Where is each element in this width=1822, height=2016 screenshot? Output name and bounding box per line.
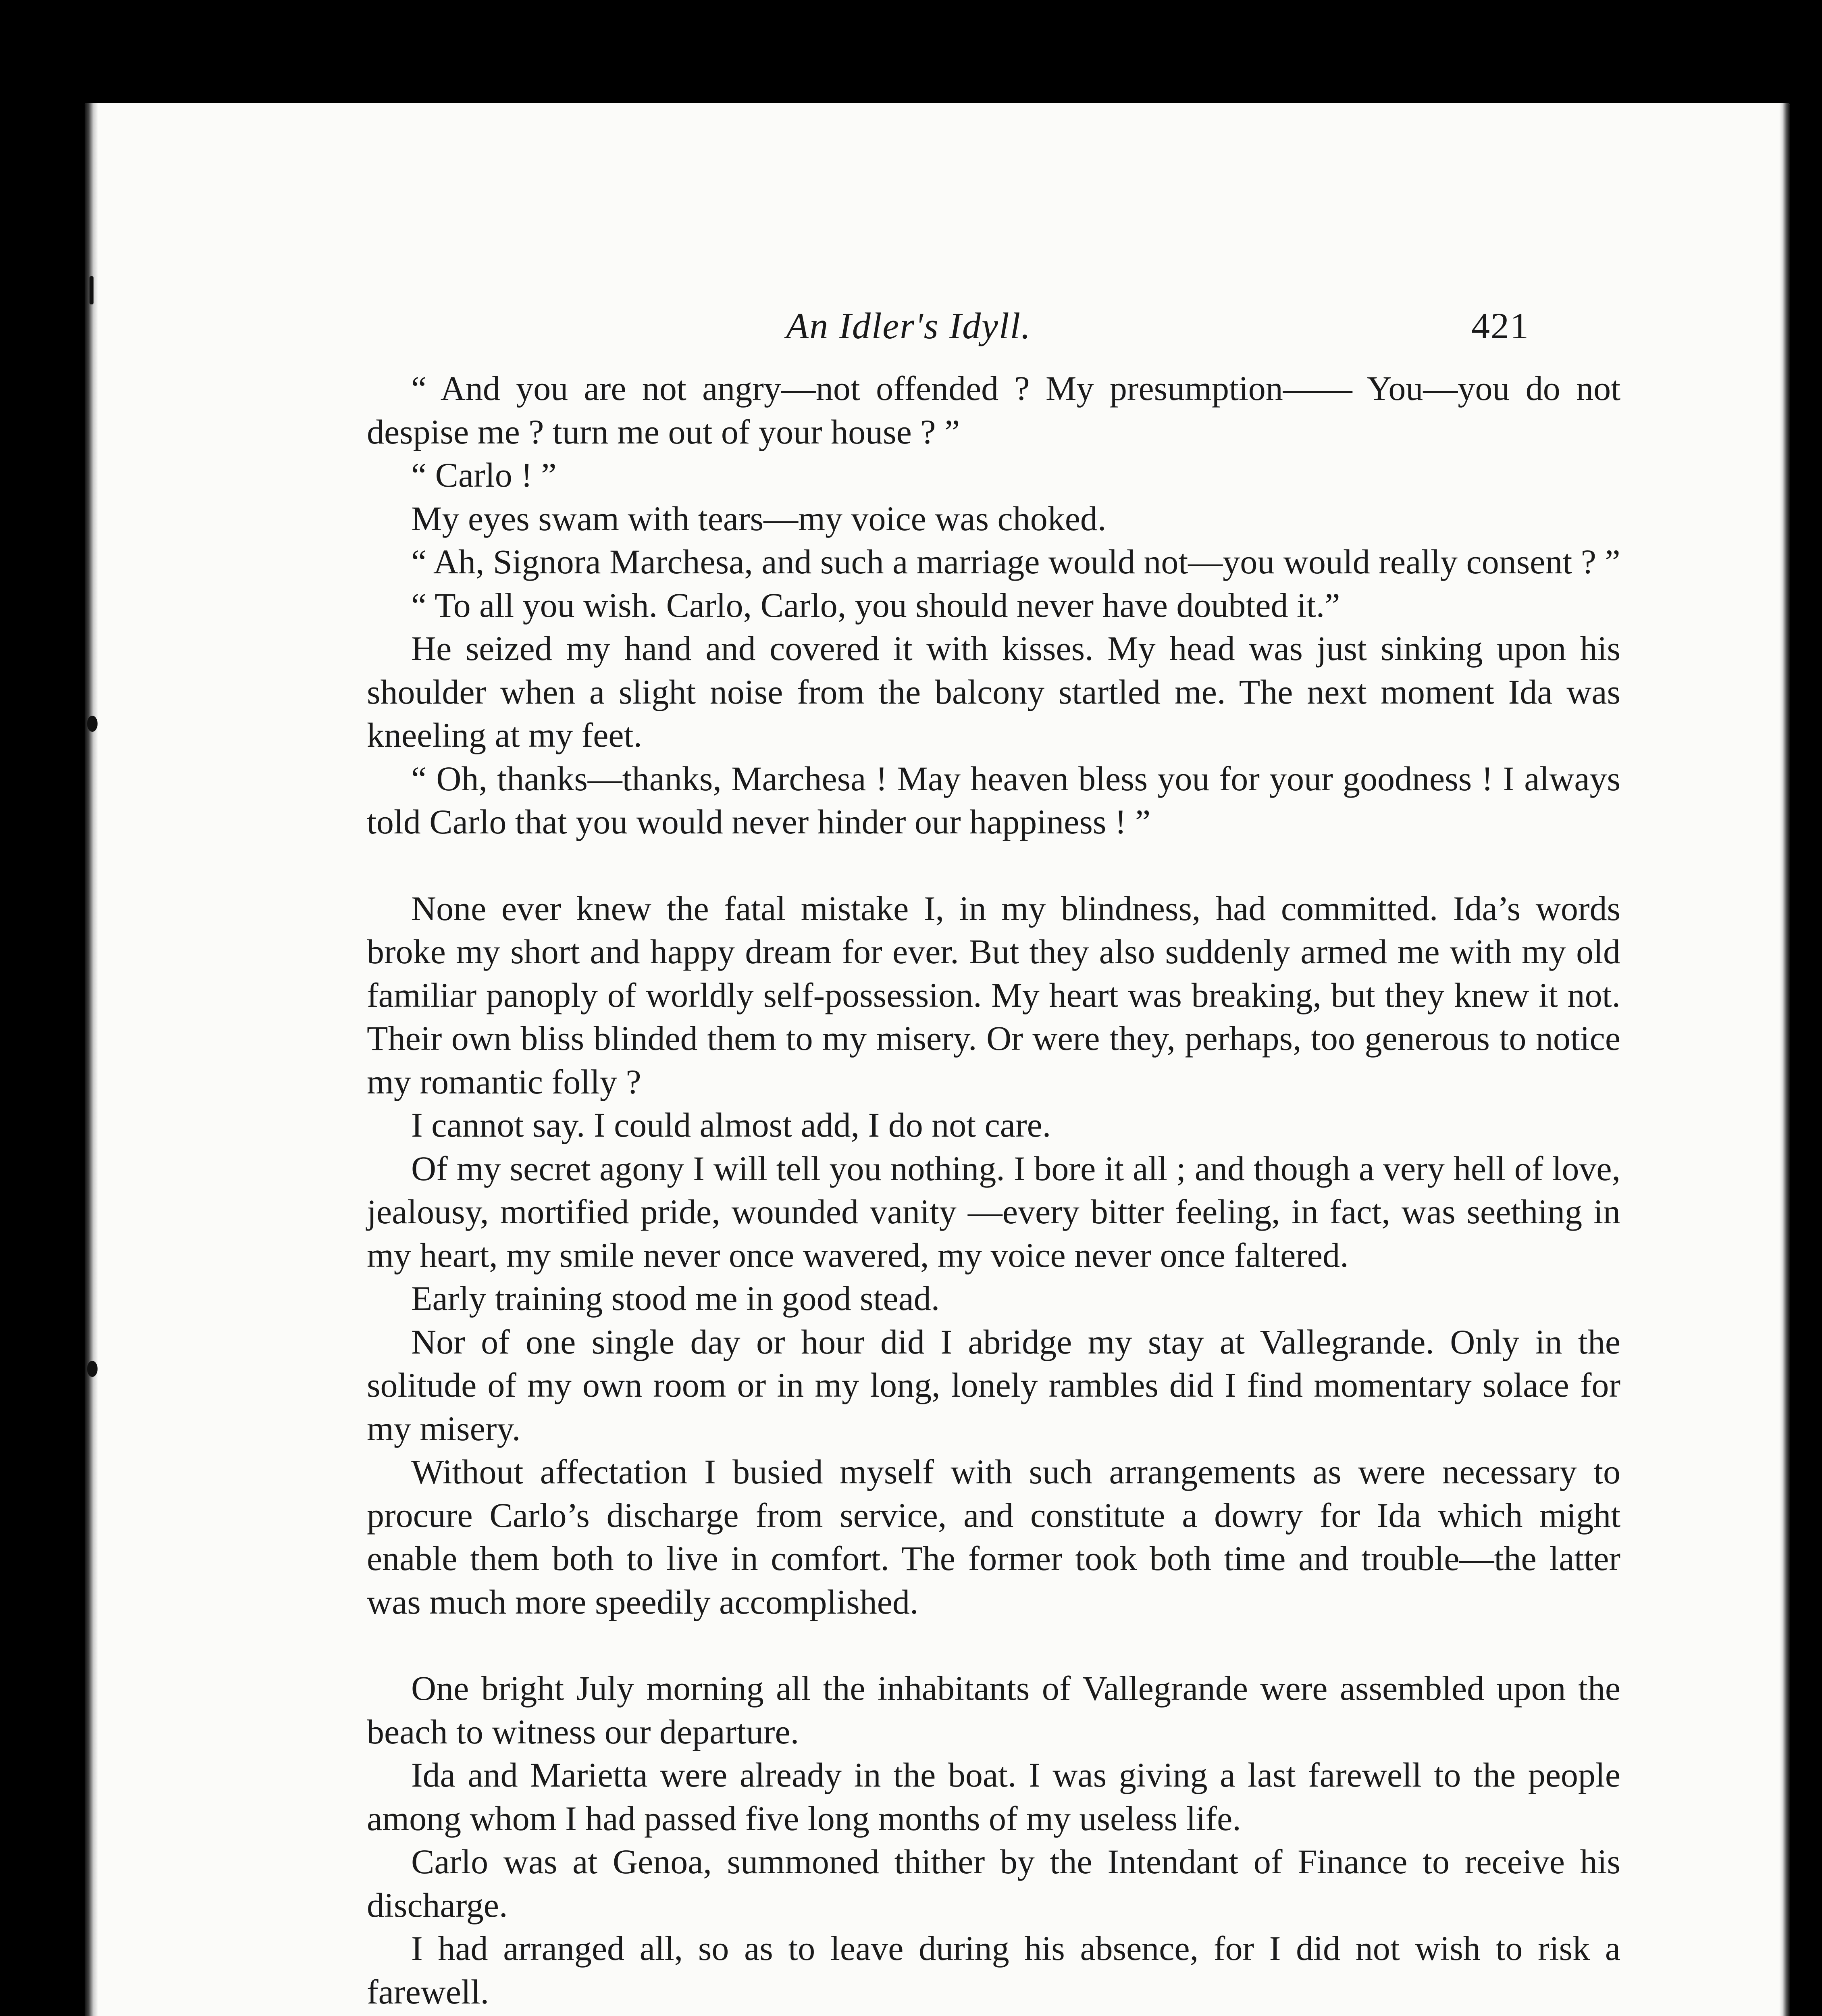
paragraph: Of my secret agony I will tell you nothing. I bore it all ; and though a very hell of love, jealousy, mortified pride, wounded vanity —every bitter feeling, in fact, was seething in my heart, my smile never once wavered, my voice never once faltered. — [367, 1149, 1620, 1275]
binding-thread-mark — [87, 1361, 98, 1377]
paragraph: Nor of one single day or hour did I abridge my stay at Vallegrande. Only in the solitude of my own room or in my long, lonely rambles did I find momentary solace for my misery. — [367, 1322, 1620, 1448]
paragraph: “ Ah, Signora Marchesa, and such a marriage would not—you would really consent ? ” — [411, 542, 1620, 581]
section-break — [367, 844, 1620, 887]
paragraph: None ever knew the fatal mistake I, in my blindness, had committed. Ida’s words broke my short and happy dream for ever. But they also suddenly armed me with my old familiar panoply of worldly self-possession. My heart was breaking, but they knew it not. Their own bliss blinded them to my misery. Or were they, perhaps, too generous to notice my romantic folly ? — [367, 889, 1620, 1101]
binding-thread-mark — [89, 276, 94, 304]
book-page — [85, 103, 1790, 2016]
paragraph: My eyes swam with tears—my voice was choked. — [411, 499, 1107, 538]
paragraph: I had arranged all, so as to leave during his absence, for I did not wish to risk a farewell. — [367, 1929, 1620, 2011]
paragraph: “ To all you wish. Carlo, Carlo, you should never have doubted it.” — [411, 585, 1340, 625]
section-break — [367, 1624, 1620, 1667]
page-number: 421 — [1471, 305, 1529, 346]
paragraph: He seized my hand and covered it with kisses. My head was just sinking upon his shoulder when a slight noise from the balcony startled me. The next moment Ida was kneeling at my feet. — [367, 629, 1620, 754]
running-head: An Idler's Idyll. — [786, 305, 1032, 346]
paragraph — [367, 2014, 1620, 2016]
paragraph: “ Oh, thanks—thanks, Marchesa ! May heaven bless you for your goodness ! I always told Carlo that you would never hinder our happiness ! ” — [367, 759, 1620, 841]
paragraph: Carlo was at Genoa, summoned thither by the Intendant of Finance to receive his discharge. — [367, 1842, 1620, 1924]
page-header — [85, 304, 1790, 349]
paragraph: “ And you are not angry—not offended ? My presumption—— You—you do not despise me ? turn me out of your house ? ” — [367, 369, 1620, 451]
body-text — [367, 367, 1620, 2016]
paragraph: I cannot say. I could almost add, I do not care. — [411, 1106, 1051, 1144]
paragraph: Ida and Marietta were already in the boat. I was giving a last farewell to the people among whom I had passed five long months of my useless life. — [367, 1756, 1620, 1838]
binding-thread-mark — [87, 716, 98, 732]
page-right-edge — [1779, 103, 1790, 2016]
paragraph: “ Carlo ! ” — [411, 456, 557, 494]
paragraph: Early training stood me in good stead. — [411, 1279, 940, 1318]
page-gutter-edge — [85, 103, 98, 2016]
paragraph: One bright July morning all the inhabitants of Vallegrande were assembled upon the beach to witness our departure. — [367, 1669, 1620, 1751]
paragraph: Without affectation I busied myself with such arrangements as were necessary to procure Carlo’s discharge from service, and constitute a dowry for Ida which might enable them both to live in comfort. The former took both time and trouble—the latter was much more speedily accomplished. — [367, 1452, 1620, 1621]
